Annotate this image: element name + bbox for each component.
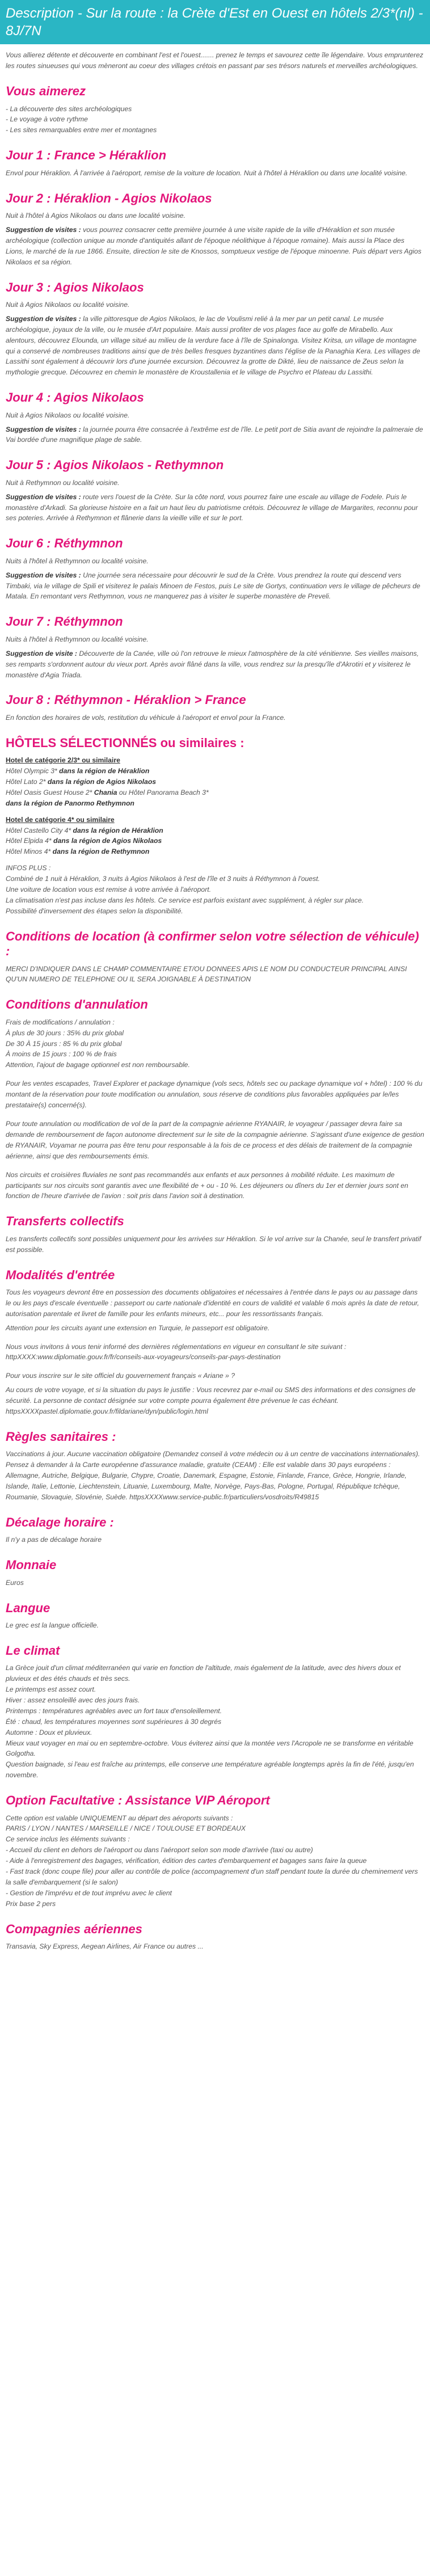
section-heading-climat: Le climat	[6, 1643, 60, 1658]
day-line-text: En fonction des horaires de vols, restitution du véhicule à l'aéroport et envol pour la France.	[6, 713, 286, 722]
annulation-paragraph: Nos circuits et croisières fluviales ne sont pas recommandés aux enfants et aux personnes à mobilité réduite. Les maximum de participants sur nos circuits sont garantis avec une flexibilité de + ou - 10 %. Les déjeuners ou dîners du 1er et dernier jours sont en fonction de l'heure d'arrivée de l'avion : soit pris dans l'avion soit à destination.	[6, 1170, 408, 1200]
section-heading-monnaie: Monnaie	[6, 1558, 57, 1572]
assistance-line: Ce service inclus les éléments suivants :	[6, 1835, 130, 1844]
day-line	[6, 492, 424, 524]
hotel-line-pre: Hôtel Elpida 4*	[6, 837, 52, 845]
day-line	[6, 168, 424, 179]
section-heading-hotels: HÔTELS SÉLECTIONNÉS ou similaires :	[6, 735, 244, 750]
day-heading: Jour 8 : Réthymnon - Héraklion > France	[6, 693, 246, 707]
day-line-text: la ville pittoresque de Agios Nikolaos, le lac de Voulismi relié à la mer par un petit canal. Le musée archéologique, joyaux de la ville, ou le musée d'Art populaire. Mais aussi profiter de vos plages face au golfe de Mirabello. Aux alentours, découvrez Elounda, un village situé au milieu de la verdure face à l'île de Spinalonga. Visitez Kritsa, un village de montagne qui a conservé de nombreuses traditions ainsi que de très belles fresques byzantines dans l'église de la Panaghia Kera. Les villages de Lassithi sont également à découvrir lors d'une journée excursion. Découvrez la grotte de Dikté, lieu de naissance de Zeus selon la mythologie grecque. Découvrez en chemin le monastère de Kroustallenia et le village de Psychro et Plateau du Lassithi.	[6, 314, 420, 377]
infos-line: Possibilité d'inversement des étapes selon la disponibilité.	[6, 907, 183, 915]
formalites-paragraph: Tous les voyageurs devront être en possession des documents obligatoires et nécessaires à l'entrée dans le pays ou au passage dans le ou les pays d'escale éventuelle : passeport ou carte nationale d'identité en cours de validité et valable 6 mois après la date de retour, autorisation parentale et livret de famille pour les enfants mineurs, etc... pour les ressortissants français.	[6, 1288, 419, 1318]
hotel-line-pre: Hôtel Oasis Guest House 2*	[6, 788, 92, 796]
assistance-line: - Aide à l'enregistrement des bagages, vérification, édition des cartes d'embarquement et bagages sans faire la queue	[6, 1857, 367, 1865]
hotel-line	[6, 787, 424, 798]
day-heading: Jour 3 : Agios Nikolaos	[6, 280, 144, 294]
day-line-label: Suggestion de visites :	[6, 314, 81, 323]
assistance-line: - Gestion de l'imprévu et de tout imprévu avec le client	[6, 1888, 172, 1897]
day-line-text: Nuit à Rethymnon ou localité voisine.	[6, 478, 120, 487]
day-line	[6, 556, 424, 567]
assistance-line: PARIS / LYON / NANTES / MARSEILLE / NICE / TOULOUSE ET BORDEAUX	[6, 1824, 246, 1833]
day-line-text: route vers l'ouest de la Crète. Sur la côte nord, vous pourrez faire une escale au village de Fodele. Puis le monastère d'Arkadi. Sa glorieuse histoire en a fait un haut lieu du patriotisme crétois. Découvrez le village de Margarites, reconnu pour ses poteries. Arrivée à Rethymnon et flânerie dans la vieille ville et sur le port.	[6, 492, 418, 522]
assistance-line: - Fast track (donc coupe file) pour aller au contrôle de police (accompagnement d'un staff pendant toute la durée du cheminement vers la salle d'embarquement (si le salon)	[6, 1867, 418, 1887]
day-line	[6, 634, 424, 645]
annulation-line: Attention, l'ajout de bagage optionnel est non remboursable.	[6, 1061, 190, 1069]
day-heading: Jour 4 : Agios Nikolaos	[6, 390, 144, 405]
annulation-paragraph: Pour les ventes escapades, Travel Explorer et package dynamique (vols secs, hôtels sec ou package dynamique vol + hôtel) : 100 % du montant de la réservation pour toute modification ou annulation, sous réserve de conditions plus favorables appliquées par le/les prestataire(s) concerné(s).	[6, 1080, 423, 1110]
day-line	[6, 712, 424, 723]
hotel-line	[6, 798, 424, 809]
day-line	[6, 314, 424, 378]
intro-paragraph: Vous allierez détente et découverte en combinant l'est et l'ouest....... prenez le temps et savourez cette île légendaire. Vous emprunterez les routes sinueuses qui vous mèneront au coeur des villages crétois en passant par ses trésors naturels et merveilles archéologiques.	[6, 51, 424, 70]
formalites-paragraph: Pour vous inscrire sur le site officiel du gouvernement français « Ariane » ?	[6, 1372, 235, 1380]
section-heading-transferts: Transferts collectifs	[6, 1214, 124, 1229]
conditions-location-text: MERCI D'INDIQUER DANS LE CHAMP COMMENTAIRE ET/OU DONNEES APIS LE NOM DU CONDUCTEUR PRINCIPAL AINSI QU'UN NUMERO DE TELEPHONE OU IL SERA JOIGNABLE À DESTINATION	[6, 964, 407, 984]
annulation-line: À plus de 30 jours : 35% du prix global	[6, 1028, 124, 1037]
hotel-line	[6, 766, 424, 777]
day-heading: Jour 5 : Agios Nikolaos - Rethymnon	[6, 458, 224, 473]
day-line-text: Une journée sera nécessaire pour découvrir le sud de la Crète. Vous prendrez la route qui descend vers Timbaki, via le village de Spili et visiterez le palais Minoen de Festos, puis Le site de Gortys, continuation vers le village de pêcheurs de Matala. En remontant vers Rethymnon, vous ne manquerez pas à visiter le superbe monastère de Preveli.	[6, 571, 420, 601]
decalage-text: Il n'y a pas de décalage horaire	[6, 1536, 102, 1544]
assistance-line: Cette option est valable UNIQUEMENT au départ des aéroports suivants :	[6, 1814, 233, 1822]
section-heading-annulation: Conditions d'annulation	[6, 997, 148, 1012]
list-item: - Les sites remarquables entre mer et montagnes	[6, 126, 157, 134]
climat-line: Question baignade, si l'eau est fraîche au printemps, elle conserve une température agréable longtemps après la fin de l'été, jusqu'en novembre.	[6, 1760, 414, 1780]
climat-line: La Grèce jouit d'un climat méditerranéen qui varie en fonction de l'altitude, mais également de la latitude, avec des hivers doux et pluvieux et des étés chauds et très secs.	[6, 1664, 401, 1683]
climat-line: Été : chaud, les températures moyennes sont supérieures à 30 degrés	[6, 1717, 222, 1726]
hotel-line-bold: Chania	[92, 788, 117, 796]
day-heading: Jour 7 : Réthymnon	[6, 614, 123, 629]
hotel-line	[6, 846, 424, 857]
climat-line: Automne : Doux et pluvieux.	[6, 1728, 92, 1736]
hotel-line	[6, 777, 424, 787]
annulation-line: Frais de modifications / annulation :	[6, 1018, 115, 1026]
day-line	[6, 478, 424, 488]
hotel-line-pre: Hôtel Olympic 3*	[6, 767, 57, 775]
day-line	[6, 424, 424, 446]
hotel-line-bold: dans la région de Panormo Rethymnon	[6, 799, 134, 807]
aimerez-list	[6, 104, 424, 136]
day-line-label: Suggestion de visite :	[6, 649, 77, 657]
day-heading: Jour 2 : Héraklion - Agios Nikolaos	[6, 191, 212, 205]
formalites-paragraph: Nous vous invitons à vous tenir informé des dernières réglementations en vigueur en consultant le site suivant : httpXXXX:www.diplomatie.gouv.fr/fr/conseils-aux-voyageurs/conseils-par-pays-destination	[6, 1342, 347, 1361]
annulation-line: De 30 À 15 jours : 85 % du prix global	[6, 1039, 122, 1048]
langue-text: Le grec est la langue officielle.	[6, 1621, 99, 1629]
formalites-paragraph: Attention pour les circuits ayant une extension en Turquie, le passeport est obligatoire.	[6, 1323, 270, 1332]
monnaie-text: Euros	[6, 1578, 24, 1587]
section-heading-sanitaires: Règles sanitaires :	[6, 1430, 116, 1444]
assistance-line: - Accueil du client en dehors de l'aéroport ou dans l'aéroport selon son mode d'arrivée (taxi ou autre)	[6, 1846, 313, 1854]
section-heading-formalites: Modalités d'entrée	[6, 1267, 115, 1282]
day-line-text: Nuit à Agios Nikolaos ou localité voisine.	[6, 411, 130, 419]
annulation-paragraph: Pour toute annulation ou modification de vol de la part de la compagnie aérienne RYANAIR, le voyageur / passager devra faire sa demande de remboursement de façon autonome directement sur le site de la compagnie aérienne. S'agissant d'une exigence de gestion de RYANAIR, Voyamar ne pourra pas être tenu pour responsable à la fois de ce process et des délais de traitement de la compagnie aérienne, ainsi que des remboursements émis.	[6, 1120, 424, 1160]
hotel-category-title: Hotel de catégorie 2/3* ou similaire	[6, 756, 120, 765]
day-line-text: la journée pourra être consacrée à l'extrême est de l'île. Le petit port de Sitia avant de rejoindre la palmeraie de Vai bordée d'une magnifique plage de sable.	[6, 425, 423, 444]
day-line	[6, 410, 424, 421]
climat-line: Mieux vaut voyager en mai ou en septembre-octobre. Vous éviterez ainsi que la montée vers l'Acropole ne se transforme en véritable Golgotha.	[6, 1739, 414, 1758]
infos-title: INFOS PLUS :	[6, 864, 51, 872]
hotel-line	[6, 825, 424, 836]
day-line	[6, 300, 424, 310]
sanitaires-text: Vaccinations à jour. Aucune vaccination obligatoire (Demandez conseil à votre médecin ou à un centre de vaccinations internationales). Pensez à demander à la Carte européenne d'assurance maladie, gratuite (CEAM) : Elle est valable dans 30 pays européens : Allemagne, Autriche, Belgique, Bulgarie, Chypre, Croatie, Danemark, Espagne, Estonie, Finlande, France, Grèce, Hongrie, Irlande, Islande, Italie, Lettonie, Liechtenstein, Lituanie, Luxembourg, Malte, Norvège, Pays-Bas, Pologne, Portugal, République tchèque, Roumanie, Slovaquie, Slovénie, Suède. httpsXXXXwww.service-public.fr/particuliers/vosdroits/R49815	[6, 1450, 420, 1502]
compagnies-text: Transavia, Sky Express, Aegean Airlines, Air France ou autres ...	[6, 1942, 204, 1951]
day-line	[6, 225, 424, 268]
assistance-line: Prix base 2 pers	[6, 1899, 56, 1908]
list-item: - La découverte des sites archéologiques	[6, 104, 132, 113]
day-line	[6, 648, 424, 681]
hotel-line	[6, 836, 424, 846]
infos-line: Combiné de 1 nuit à Héraklion, 3 nuits à Agios Nikolaos à l'est de l'île et 3 nuits à Réthymnon à l'ouest.	[6, 875, 320, 883]
day-line-text: Nuits à l'hôtel à Rethymnon ou localité voisine.	[6, 556, 149, 565]
infos-line: La climatisation n'est pas incluse dans les hôtels. Ce service est parfois existant avec supplément, à régler sur place.	[6, 896, 364, 904]
itinerary-days	[6, 148, 424, 723]
hotels-block	[6, 755, 424, 917]
formalites-paragraph: Au cours de votre voyage, et si la situation du pays le justifie : Vous recevrez par e-mail ou SMS des informations et des consignes de sécurité. La personne de contact désignée sur votre compte pourra également être prévenue le cas échéant. httpsXXXXpastel.diplomatie.gouv.fr/fildariane/dyn/public/login.html	[6, 1386, 416, 1416]
day-line-label: Suggestion de visites :	[6, 425, 81, 433]
section-heading-conditions-location: Conditions de location (à confirmer selon votre sélection de véhicule) :	[6, 929, 419, 959]
day-line-text: vous pourrez consacrer cette première journée à une visite rapide de la ville d'Héraklion et son musée archéologique (collection unique au monde d'antiquités allant de l'époque néolithique à l'époque romaine). Mais aussi la Place des Lions, le marché de la rue 1866. Ensuite, direction le site de Knossos, somptueux vestige de l'époque minoenne. Puis départ vers Agios Nikolaos et sa région.	[6, 225, 421, 266]
list-item: - Le voyage à votre rythme	[6, 115, 88, 124]
day-heading: Jour 6 : Réthymnon	[6, 536, 123, 551]
section-heading-aimerez: Vous aimerez	[6, 84, 86, 99]
day-line-text: Nuit à l'hôtel à Agios Nikolaos ou dans une localité voisine.	[6, 211, 186, 220]
day-line-text: Découverte de la Canée, ville où l'on retrouve le mieux l'atmosphère de la cité vénitienne. Ses vieilles maisons, ses remparts s'ordonnent autour du vieux port. Après avoir flâné dans la ville, vous rendrez sur la presqu'île d'Akrotiri et y visiterez le monastère d'Agia Triada.	[6, 649, 419, 679]
hotel-line-bold: dans la région de Agios Nikolaos	[51, 837, 162, 845]
day-line	[6, 210, 424, 221]
annulation-line: À moins de 15 jours : 100 % de frais	[6, 1050, 117, 1059]
hotel-line-bold: dans la région de Héraklion	[71, 826, 163, 834]
climat-line: Le printemps est assez court.	[6, 1685, 96, 1694]
annulation-lines	[6, 1017, 424, 1071]
section-heading-assistance: Option Facultative : Assistance VIP Aéroport	[6, 1793, 270, 1808]
hotel-line-pre: Hôtel Minos 4*	[6, 848, 51, 856]
day-line-text: Nuits à l'hôtel à Rethymnon ou localité voisine.	[6, 635, 149, 643]
climat-lines	[6, 1663, 424, 1781]
day-line-label: Suggestion de visites :	[6, 571, 81, 579]
day-line-label: Suggestion de visites :	[6, 225, 81, 234]
hotel-line-bold: dans la région de Héraklion	[57, 767, 150, 775]
hotel-category-title: Hotel de catégorie 4* ou similaire	[6, 815, 115, 824]
day-line-label: Suggestion de visites :	[6, 492, 81, 501]
hotel-line-pre: Hôtel Lato 2*	[6, 777, 46, 786]
section-heading-langue: Langue	[6, 1600, 50, 1615]
day-line-text: Nuit à Agios Nikolaos ou localité voisine.	[6, 300, 130, 309]
hotel-line-post: ou Hôtel Panorama Beach 3*	[117, 788, 209, 796]
climat-line: Printemps : températures agréables avec un fort taux d'ensoleillement.	[6, 1706, 222, 1715]
section-heading-compagnies: Compagnies aériennes	[6, 1921, 142, 1936]
transferts-text: Les transferts collectifs sont possibles uniquement pour les arrivées sur Héraklion. Si le vol arrive sur la Chanée, seul le transfert privatif est possible.	[6, 1234, 421, 1254]
climat-line: Hiver : assez ensoleillé avec des jours frais.	[6, 1696, 140, 1704]
day-heading: Jour 1 : France > Héraklion	[6, 148, 167, 163]
day-line	[6, 570, 424, 602]
hotel-line-bold: dans la région de Rethymnon	[50, 848, 150, 856]
hotel-line-bold: dans la région de Agios Nikolaos	[45, 777, 157, 786]
hotel-line-pre: Hôtel Castello City 4*	[6, 826, 71, 834]
day-line-text: Envol pour Héraklion. À l'arrivée à l'aéroport, remise de la voiture de location. Nuit à l'hôtel à Héraklion ou dans une localité voisine.	[6, 168, 408, 177]
assistance-lines	[6, 1813, 424, 1909]
infos-line: Une voiture de location vous est remise à votre arrivée à l'aéroport.	[6, 886, 212, 894]
section-heading-decalage: Décalage horaire :	[6, 1515, 114, 1529]
page-title: Description - Sur la route : la Crète d'Est en Ouest en hôtels 2/3*(nl) - 8J/7N	[0, 0, 430, 44]
